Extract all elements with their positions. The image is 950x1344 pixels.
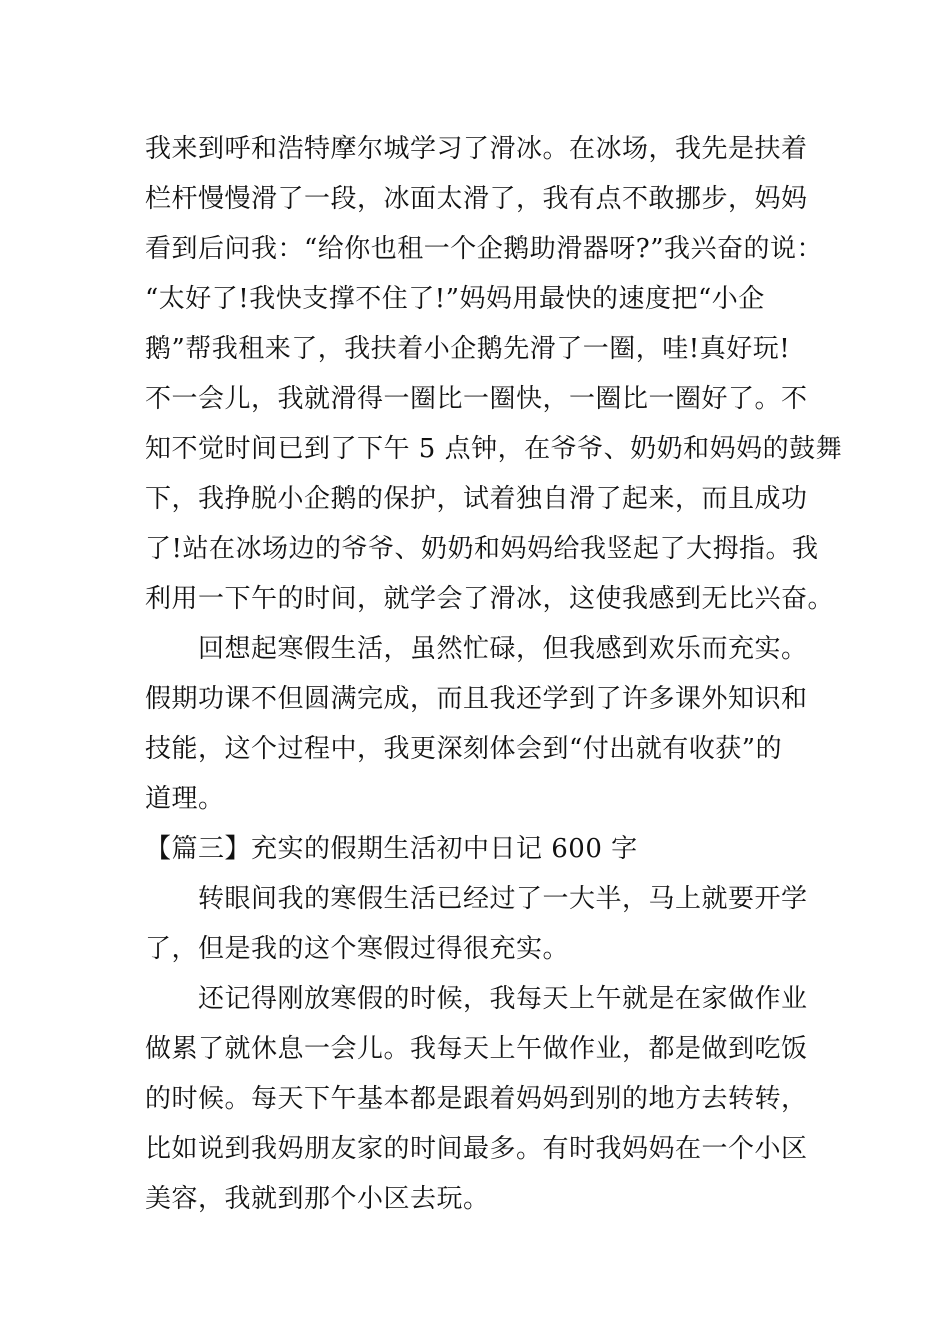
text-line: 做累了就休息一会儿。我每天上午做作业，都是做到吃饭: [145, 1034, 808, 1064]
text-line: 比如说到我妈朋友家的时间最多。有时我妈妈在一个小区: [145, 1134, 808, 1164]
text-line: “太好了!我快支撑不住了!”妈妈用最快的速度把“小企: [145, 284, 765, 314]
text-line: 栏杆慢慢滑了一段，冰面太滑了，我有点不敢挪步，妈妈: [145, 184, 808, 214]
text-line: 鹅”帮我租来了，我扶着小企鹅先滑了一圈，哇!真好玩!: [145, 334, 791, 364]
text-line: 了，但是我的这个寒假过得很充实。: [145, 934, 570, 964]
text-line: 利用一下午的时间，就学会了滑冰，这使我感到无比兴奋。: [145, 584, 835, 614]
text-line: 不一会儿，我就滑得一圈比一圈快，一圈比一圈好了。不: [145, 384, 808, 414]
text-line: 看到后问我：“给你也租一个企鹅助滑器呀?”我兴奋的说：: [145, 234, 824, 264]
paragraph-start-line: 转眼间我的寒假生活已经过了一大半，马上就要开学: [145, 884, 808, 914]
text-line: 下，我挣脱小企鹅的保护，试着独自滑了起来，而且成功: [145, 484, 808, 514]
paragraph-start-line: 还记得刚放寒假的时候，我每天上午就是在家做作业: [145, 984, 808, 1014]
text-line: 知不觉时间已到了下午 5 点钟，在爷爷、奶奶和妈妈的鼓舞: [145, 434, 843, 464]
text-line: 我来到呼和浩特摩尔城学习了滑冰。在冰场，我先是扶着: [145, 134, 808, 164]
document-body: [145, 124, 843, 1224]
text-line: 了!站在冰场边的爷爷、奶奶和妈妈给我竖起了大拇指。我: [145, 534, 819, 564]
section-heading: 【篇三】充实的假期生活初中日记 600 字: [145, 834, 638, 864]
paragraph-start-line: 回想起寒假生活，虽然忙碌，但我感到欢乐而充实。: [145, 634, 808, 664]
text-line: 技能，这个过程中，我更深刻体会到“付出就有收获”的: [145, 734, 783, 764]
text-line: 假期功课不但圆满完成，而且我还学到了许多课外知识和: [145, 684, 808, 714]
text-line: 道理。: [145, 784, 225, 814]
text-line: 美容，我就到那个小区去玩。: [145, 1184, 490, 1214]
text-line: 的时候。每天下午基本都是跟着妈妈到别的地方去转转，: [145, 1084, 808, 1114]
